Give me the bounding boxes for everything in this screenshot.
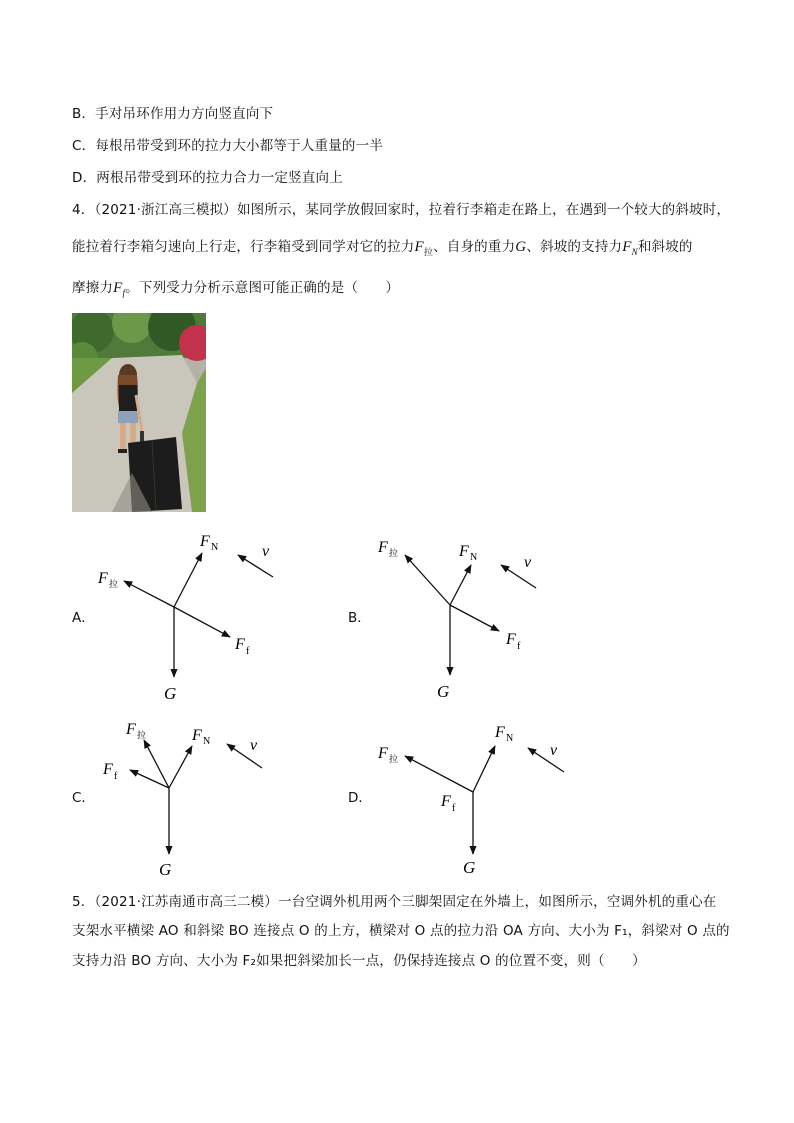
svg-text:f: f [114,771,118,782]
svg-text:f: f [517,641,521,652]
svg-text:拉: 拉 [137,730,147,740]
q3-option-c: C．每根吊带受到环的拉力大小都等于人重量的一半 [72,138,384,154]
f-pull-symbol: F [414,239,424,255]
q5-stem-line3: 支持力沿 BO 方向、大小为 F₂如果把斜梁加长一点，仍保持连接点 O 的位置不变，则（ ） [72,953,646,969]
svg-text:N: N [470,552,478,563]
option-a-label: A． [72,610,95,626]
label-f-f: F [506,631,516,648]
force-diagram-a [90,525,290,705]
label-v: v [250,737,258,754]
label-f-n: F [495,724,505,741]
ff-symbol: F [113,280,123,296]
force-diagram-b [365,525,565,705]
svg-text:拉: 拉 [109,579,119,589]
label-f-la: F [98,570,108,587]
label-g: G [159,860,172,879]
label-f-la: F [378,745,388,762]
svg-text:f: f [452,803,456,814]
svg-text:拉: 拉 [389,548,399,558]
option-b-label: B． [348,610,371,626]
label-g: G [164,684,177,703]
svg-text:N: N [506,733,514,744]
label-f-n: F [200,533,210,550]
svg-text:N: N [203,736,211,747]
q4-stem-line2: 能拉着行李箱匀速向上行走，行李箱受到同学对它的拉力$F_拉$、自身的重力G、斜坡的支持力$F_N$和斜坡的 [72,239,693,258]
svg-text:N: N [211,542,219,553]
label-v: v [550,742,558,759]
option-d-label: D． [348,790,372,806]
label-f-n: F [192,727,202,744]
q3-option-b: B．手对吊环作用力方向竖直向下 [72,106,274,122]
label-f-f: F [235,636,245,653]
svg-text:f: f [246,646,250,657]
label-f-f: F [103,761,113,778]
label-g: G [463,858,476,877]
label-f-la: F [126,721,136,738]
label-f-n: F [459,543,469,560]
label-f-f: F [441,793,451,810]
force-diagram-d [365,710,575,882]
label-v: v [524,554,532,571]
q4-stem-line1: 4．（2021·浙江高三模拟）如图所示，某同学放假回家时，拉着行李箱走在路上，在遇到一个较大的斜坡时， [72,202,731,218]
g-symbol: G [515,239,527,255]
label-g: G [437,682,450,701]
q4-stem-line3: 摩擦力$F_f$。下列受力分析示意图可能正确的是（ ） [72,280,400,298]
force-diagram-c [90,710,290,882]
svg-text:拉: 拉 [389,754,399,764]
label-f-la: F [378,539,388,556]
q5-stem-line2: 支架水平横梁 AO 和斜梁 BO 连接点 O 的上方，横梁对 O 点的拉力沿 OA 方向、大小为 F₁，斜梁对 O 点的 [72,923,730,939]
option-c-label: C． [72,790,95,806]
label-v: v [262,543,270,560]
fn-symbol: F [622,239,632,255]
suitcase-photo [72,313,206,512]
q3-option-d: D．两根吊带受到环的拉力合力一定竖直向上 [72,170,343,186]
q5-stem-line1: 5．（2021·江苏南通市高三二模）一台空调外机用两个三脚架固定在外墙上，如图所示，空调外机的重心在 [72,894,717,910]
